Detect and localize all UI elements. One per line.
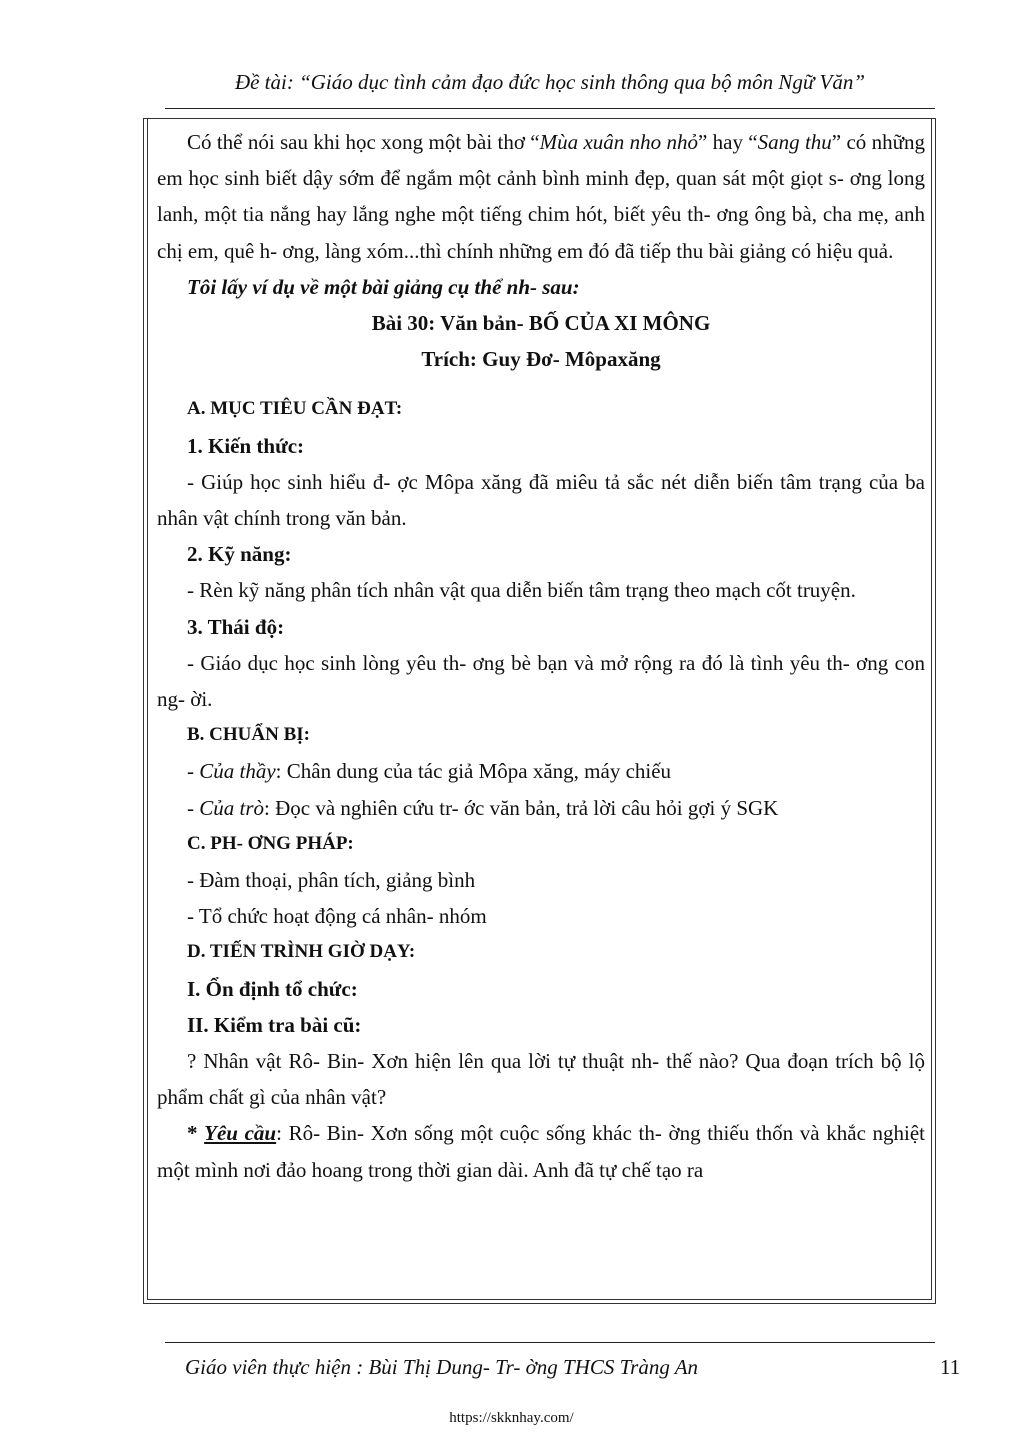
knowledge-heading: 1. Kiến thức: bbox=[187, 433, 305, 458]
teacher-text: : Chân dung của tác giả Môpa xăng, máy chiếu bbox=[275, 759, 672, 784]
section-a-heading: A. MỤC TIÊU CẦN ĐẠT: bbox=[187, 398, 403, 420]
student-text: : Đọc và nghiên cứu tr- ớc văn bản, trả lời câu hỏi gợi ý SGK bbox=[264, 795, 779, 820]
skill-heading: 2. Kỹ năng: bbox=[187, 542, 292, 567]
teacher-label: Của thầy bbox=[199, 759, 276, 784]
step-2-heading: II. Kiểm tra bài cũ: bbox=[187, 1012, 362, 1037]
document-body bbox=[157, 124, 925, 1188]
method-item-1: - Đàm thoại, phân tích, giảng bình bbox=[187, 868, 476, 893]
intro-paragraph bbox=[157, 124, 925, 269]
attitude-heading: 3. Thái độ: bbox=[187, 614, 285, 639]
teacher-prep: - Của thầy: Chân dung của tác giả Môpa xăng, máy chiếu bbox=[187, 759, 672, 784]
page-header: Đề tài: “Giáo dục tình cảm đạo đức học sinh thông qua bộ môn Ngữ Văn” bbox=[234, 70, 866, 94]
footer-author: Giáo viên thực hiện : Bùi Thị Dung- Tr- ờng THCS Tràng An bbox=[185, 1355, 699, 1379]
header-divider bbox=[165, 108, 935, 109]
intro-text-2: ” hay “ bbox=[697, 130, 758, 154]
question-text: ? Nhân vật Rô- Bin- Xơn hiện lên qua lời tự thuật nh- thế nào? Qua đoạn trích bộ lộ phẩm chất gì của nhân vật? bbox=[157, 1049, 925, 1110]
intro-text-1: Có thể nói sau khi học xong một bài thơ “ bbox=[187, 130, 540, 154]
section-c-heading: C. PH- ƠNG PHÁP: bbox=[187, 832, 354, 854]
requirement-label: Yêu cầu bbox=[204, 1121, 277, 1146]
lesson-title: Bài 30: Văn bản- BỐ CỦA XI MÔNG bbox=[371, 311, 711, 336]
step-1-heading: I. Ổn định tổ chức: bbox=[187, 976, 358, 1001]
section-d-heading: D. TIẾN TRÌNH GIỜ DẠY: bbox=[187, 941, 416, 963]
lesson-source: Trích: Guy Đơ- Môpaxăng bbox=[421, 347, 661, 372]
intro-text-3: ” có những em học sinh biết dậy sớm để ngắm một cảnh bình minh đẹp, quan sát một giọt s- ơng long lanh, một tia nắng hay lắng nghe một tiếng chim hót, biết yêu th- ơng ông bà, cha mẹ, anh chị em, quê h- ơng, làng xóm...thì chính những em đó đã tiếp thu bài giảng có hiệu quả. bbox=[157, 130, 925, 263]
skill-text: - Rèn kỹ năng phân tích nhân vật qua diễn biến tâm trạng theo mạch cốt truyện. bbox=[187, 578, 856, 603]
student-prep: - Của trò: Đọc và nghiên cứu tr- ớc văn bản, trả lời câu hỏi gợi ý SGK bbox=[187, 795, 779, 820]
footer-divider bbox=[165, 1342, 935, 1343]
requirement-body: : Rô- Bin- Xơn sống một cuộc sống khác th- ờng thiếu thốn và khắc nghiệt một mình nơi đảo hoang trong thời gian dài. Anh đã tự chế tạo ra bbox=[157, 1121, 926, 1182]
page-number: 11 bbox=[940, 1355, 961, 1379]
requirement-text: * Yêu cầu: Rô- Bin- Xơn sống một cuộc sống khác th- ờng thiếu thốn và khắc nghiệt một mình nơi đảo hoang trong thời gian dài. Anh đã tự chế tạo ra bbox=[157, 1121, 926, 1182]
poem-title-2: Sang thu bbox=[757, 130, 832, 154]
attitude-text: - Giáo dục học sinh lòng yêu th- ơng bè bạn và mở rộng ra đó là tình yêu th- ơng con ng- ời. bbox=[157, 650, 925, 712]
source-url[interactable]: https://skknhay.com/ bbox=[449, 1410, 574, 1426]
section-b-heading: B. CHUẨN BỊ: bbox=[187, 724, 310, 746]
student-label: Của trò bbox=[199, 795, 265, 820]
poem-title-1: Mùa xuân nho nhỏ bbox=[539, 130, 698, 154]
method-item-2: - Tổ chức hoạt động cá nhân- nhóm bbox=[187, 904, 487, 929]
example-line: Tôi lấy ví dụ về một bài giảng cụ thể nh- sau: bbox=[187, 274, 580, 299]
knowledge-text: - Giúp học sinh hiểu đ- ợc Môpa xăng đã miêu tả sắc nét diễn biến tâm trạng của ba nhân vật chính trong văn bản. bbox=[157, 469, 925, 531]
